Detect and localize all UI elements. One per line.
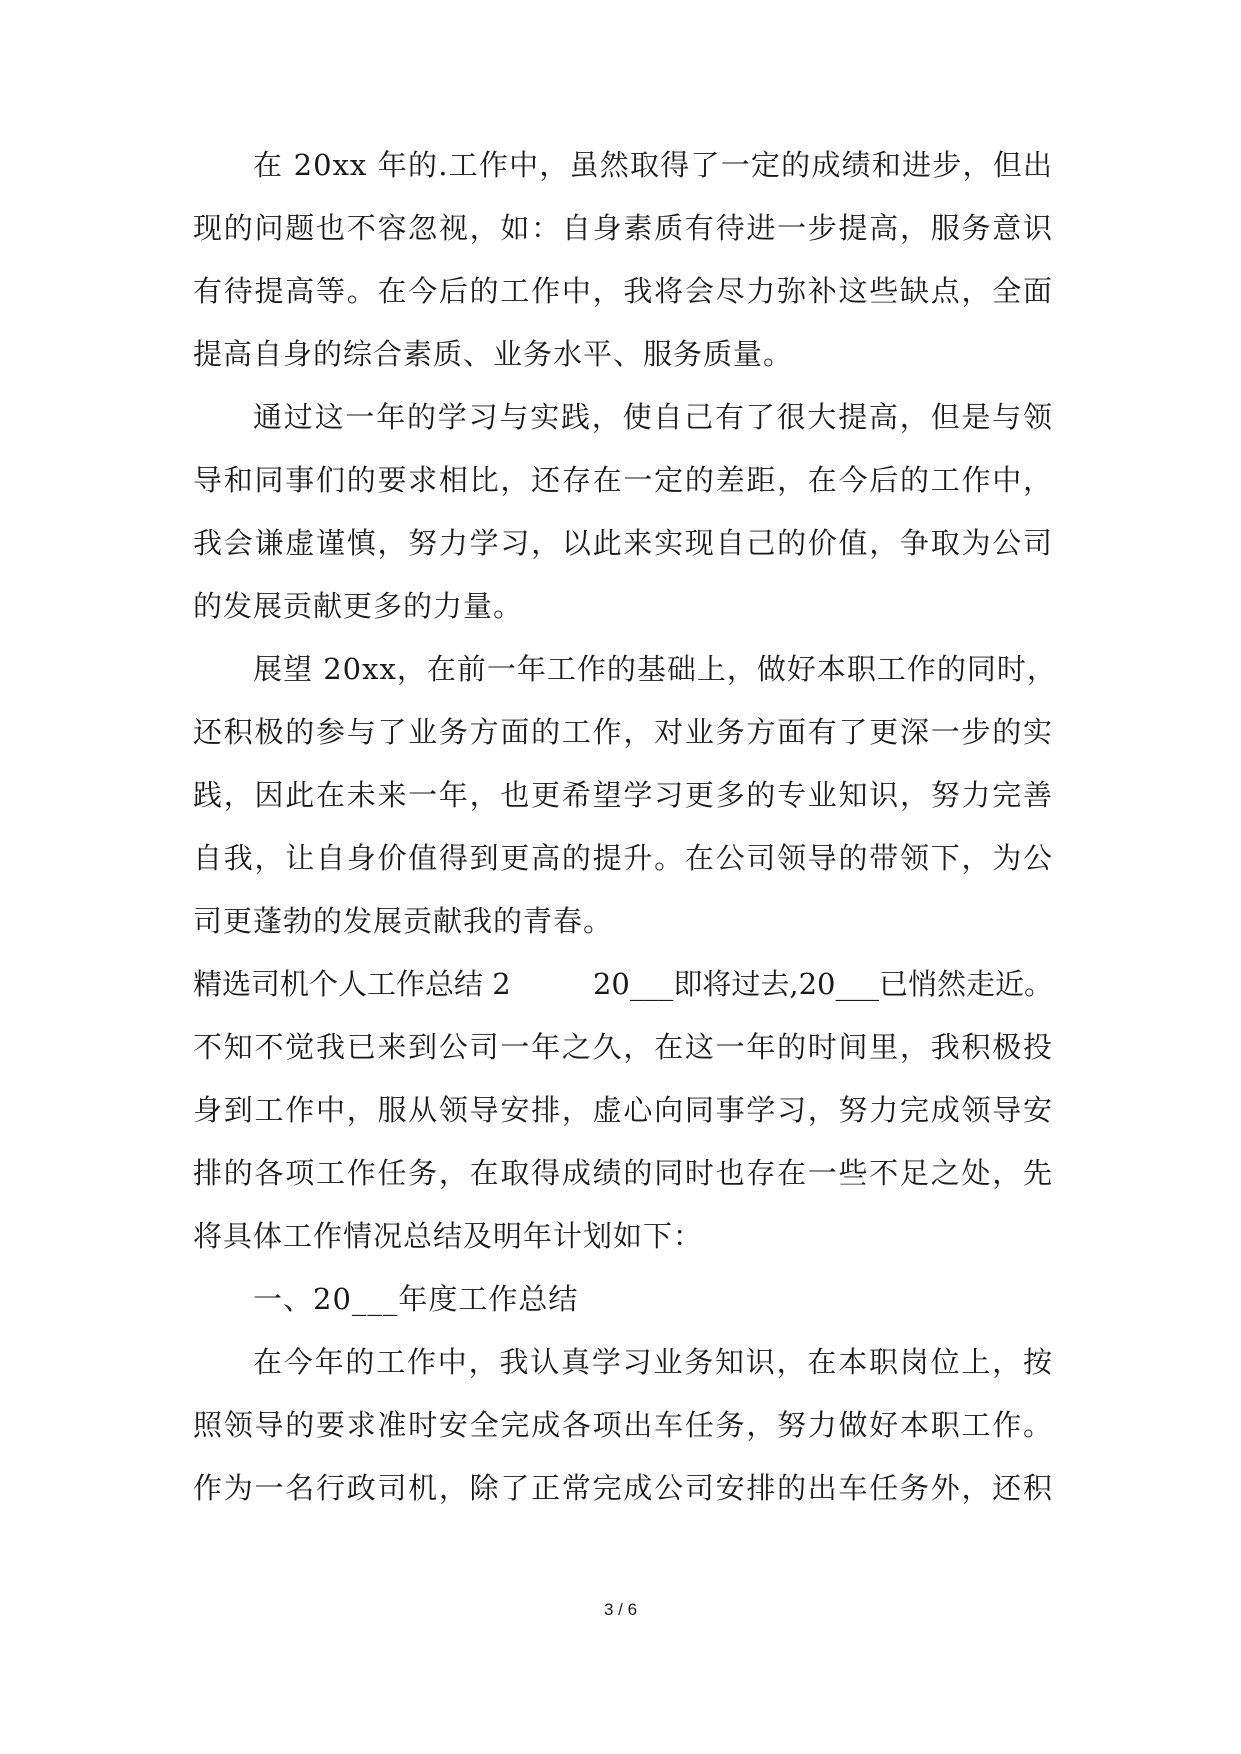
- paragraph-4-line-1: 不知不觉我已来到公司一年之久，在这一年的时间里，我积极投: [193, 1030, 1053, 1064]
- paragraph-2-line-2: 导和同事们的要求相比，还存在一定的差距，在今后的工作中，: [193, 463, 1053, 497]
- paragraph-1-line-4: 提高自身的综合素质、业务水平、服务质量。: [193, 337, 794, 371]
- paragraph-2-line-1: 通过这一年的学习与实践，使自己有了很大提高，但是与领: [253, 400, 1053, 434]
- section-intro: 20___即将过去,20___已悄然走近。: [592, 967, 1053, 1001]
- paragraph-2-line-3: 我会谦虚谨慎，努力学习，以此来实现自己的价值，争取为公司: [193, 526, 1053, 560]
- paragraph-1-line-3: 有待提高等。在今后的工作中，我将会尽力弥补这些缺点，全面: [193, 274, 1053, 308]
- paragraph-3-line-3: 践，因此在未来一年，也更希望学习更多的专业知识，努力完善: [193, 778, 1053, 812]
- paragraph-3-line-2: 还积极的参与了业务方面的工作，对业务方面有了更深一步的实: [193, 715, 1053, 749]
- paragraph-1-line-2: 现的问题也不容忽视，如：自身素质有待进一步提高，服务意识: [193, 211, 1053, 245]
- paragraph-5-line-2: 照领导的要求准时安全完成各项出车任务，努力做好本职工作。: [193, 1408, 1053, 1442]
- paragraph-3-line-5: 司更蓬勃的发展贡献我的青春。: [193, 904, 614, 938]
- paragraph-2-line-4: 的发展贡献更多的力量。: [193, 589, 524, 623]
- section-title: 精选司机个人工作总结 2: [193, 967, 511, 1001]
- paragraph-3-line-4: 自我，让自身价值得到更高的提升。在公司领导的带领下，为公: [193, 841, 1053, 875]
- section-title-line: [193, 962, 1053, 1006]
- subheading: 一、20___年度工作总结: [253, 1282, 579, 1316]
- paragraph-5-line-1: 在今年的工作中，我认真学习业务知识，在本职岗位上，按: [253, 1345, 1053, 1379]
- page-number: 3 / 6: [603, 1600, 638, 1619]
- paragraph-4-line-3: 排的各项工作任务，在取得成绩的同时也存在一些不足之处，先: [193, 1156, 1053, 1190]
- paragraph-1-line-1: 在 20xx 年的.工作中，虽然取得了一定的成绩和进步，但出: [253, 148, 1053, 182]
- paragraph-4-line-2: 身到工作中，服从领导安排，虚心向同事学习，努力完成领导安: [193, 1093, 1053, 1127]
- paragraph-5-line-3: 作为一名行政司机，除了正常完成公司安排的出车任务外，还积: [193, 1471, 1053, 1505]
- paragraph-4-line-4: 将具体工作情况总结及明年计划如下：: [193, 1219, 704, 1253]
- paragraph-3-line-1: 展望 20xx，在前一年工作的基础上，做好本职工作的同时，: [253, 652, 1057, 686]
